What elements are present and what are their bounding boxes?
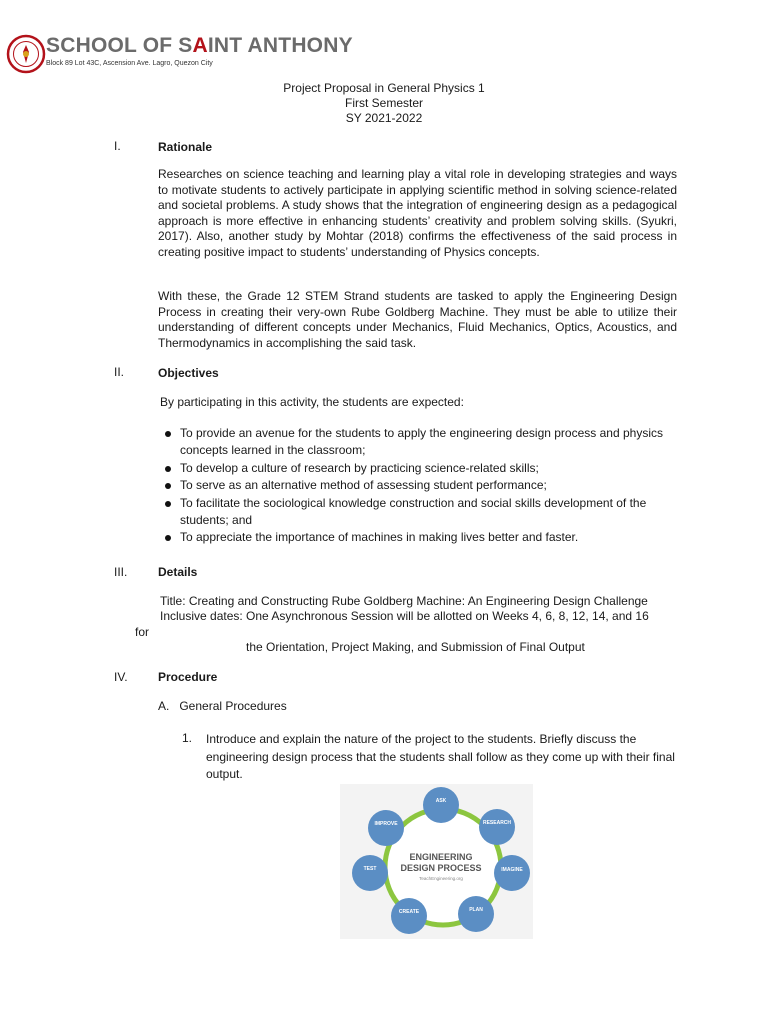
objective-item: To serve as an alternative method of assessing student performance; (165, 477, 665, 494)
diagram-node-label: PLAN (469, 907, 483, 913)
section-title-objectives: Objectives (158, 366, 219, 380)
rationale-paragraph-1: Researches on science teaching and learning play a vital role in developing strategies and ways to motivate students to actively participate in applying scientific method in solving science-related and societal problems. A study shows that the integration of engineering design as a pedagogical approach is more effective in enhancing students’ creativity and problem solving skills. (Syukri, 2017). Also, another study by Mohtar (2018) confirms the effectiveness of the said process in creating positive impact to students’ understanding of Physics concepts. (158, 167, 677, 259)
diagram-node-label: RESEARCH (482, 820, 512, 826)
school-name-part1: SCHOOL OF S (46, 34, 193, 57)
title-line-1: Project Proposal in General Physics 1 (283, 81, 485, 95)
section-number-details: III. (114, 565, 128, 579)
diagram-node-imagine (494, 855, 530, 891)
document-title (0, 81, 768, 126)
objectives-list (165, 425, 665, 547)
engineering-design-process-diagram (340, 784, 533, 939)
objective-item: To provide an avenue for the students to apply the engineering design process and physics concepts learned in the classroom; (165, 425, 665, 460)
objective-item: To facilitate the sociological knowledge construction and social skills development of the students; and (165, 495, 665, 530)
details-title-line: Title: Creating and Constructing Rube Goldberg Machine: An Engineering Design Challenge (160, 594, 648, 608)
diagram-node-label: IMPROVE (374, 821, 398, 827)
school-name-part3: INT ANTHONY (207, 34, 353, 57)
procedure-subheading-a: A. General Procedures (158, 699, 287, 713)
objective-item: To appreciate the importance of machines in making lives better and faster. (165, 529, 665, 546)
diagram-center-title-2: DESIGN PROCESS (400, 863, 482, 873)
diagram-node-label: IMAGINE (501, 867, 523, 873)
details-for-word: for (135, 625, 150, 639)
diagram-node-plan (458, 896, 494, 932)
section-title-details: Details (158, 565, 198, 579)
school-address: Block 89 Lot 43C, Ascension Ave. Lagro, Quezon City (46, 60, 213, 67)
title-line-3: SY 2021-2022 (345, 111, 423, 125)
diagram-center-title-1: ENGINEERING (409, 852, 473, 862)
school-name-part2: A (192, 34, 208, 57)
procedure-step-1-text: Introduce and explain the nature of the project to the students. Briefly discuss the engineering design process that the students shall follow as they come up with their final output. (206, 732, 675, 781)
procedure-step-1-number: 1. (182, 731, 193, 745)
details-continuation: the Orientation, Project Making, and Submission of Final Output (246, 640, 585, 654)
objective-item: To develop a culture of research by practicing science-related skills; (165, 460, 665, 477)
school-header (6, 34, 406, 78)
diagram-node-ask (423, 787, 459, 823)
objectives-intro: By participating in this activity, the students are expected: (160, 395, 464, 409)
diagram-node-label: ASK (435, 798, 447, 804)
section-number-rationale: I. (114, 139, 121, 153)
diagram-center-sub: TeachEngineering.org (419, 876, 463, 881)
details-dates-line: Inclusive dates: One Asynchronous Session will be allotted on Weeks 4, 6, 8, 12, 14, and 16 (160, 609, 649, 623)
section-number-procedure: IV. (114, 670, 128, 684)
diagram-node-research (479, 809, 515, 845)
diagram-node-test (352, 855, 388, 891)
school-seal-icon (6, 34, 46, 74)
title-line-2: First Semester (344, 96, 423, 110)
diagram-node-improve (368, 810, 404, 846)
diagram-node-label: CREATE (398, 909, 420, 915)
section-title-procedure: Procedure (158, 670, 218, 684)
section-title-rationale: Rationale (158, 140, 213, 154)
diagram-node-create (391, 898, 427, 934)
section-number-objectives: II. (114, 365, 125, 379)
rationale-paragraph-2: With these, the Grade 12 STEM Strand students are tasked to apply the Engineering Design Process in creating their very-own Rube Goldberg Machine. They must be able to utilize their understanding of different concepts under Mechanics, Fluid Mechanics, Optics, Acoustics, and Thermodynamics in accomplishing the said task. (158, 289, 677, 350)
school-name (46, 34, 353, 58)
diagram-node-label: TEST (363, 866, 377, 872)
